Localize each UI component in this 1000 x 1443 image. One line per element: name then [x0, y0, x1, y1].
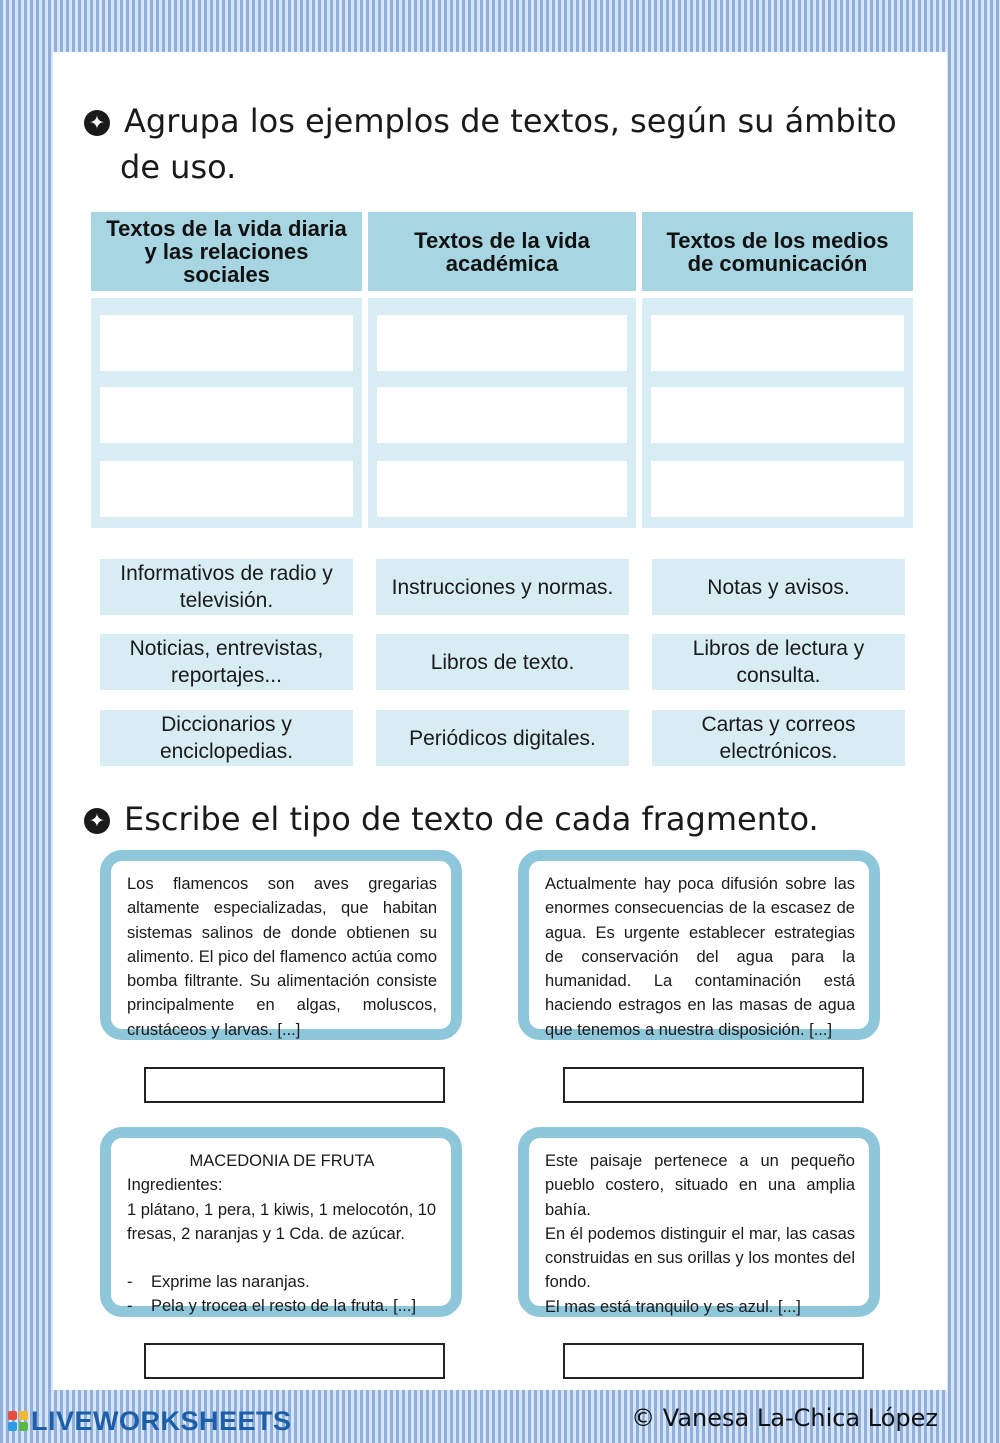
- recipe-step: - Exprime las naranjas.: [127, 1273, 310, 1292]
- recipe-ingredients: 1 plátano, 1 pera, 1 kiwis, 1 melocotón, 10 fresas, 2 naranjas y 1 Cda. de azúcar.: [127, 1200, 437, 1243]
- instruction-line-1: Agrupa los ejemplos de textos, según su ámbito: [124, 102, 897, 140]
- header-daily-life: Textos de la vida diaria y las relaciones sociales: [91, 212, 362, 291]
- answer-input-2[interactable]: [563, 1067, 864, 1103]
- fragment-text: Actualmente hay poca difusión sobre las enormes consecuencias de la escasez de agua. Es urgente establecer estrategias de conservación del agua para la humanidad. La contaminación está haciendo estragos en las masas de agua que tenemos a nuestra disposición. [...]: [545, 875, 855, 1039]
- drop-slot[interactable]: [377, 315, 627, 371]
- fragment-agua: [518, 850, 880, 1040]
- star-bullet-icon: ✦: [84, 808, 110, 834]
- liveworksheets-brand: [8, 1404, 292, 1438]
- answer-input-3[interactable]: [144, 1343, 445, 1379]
- option-chip[interactable]: Instrucciones y normas.: [376, 559, 629, 615]
- instruction-write-type: [84, 796, 819, 842]
- brand-name: LIVEWORKSHEETS: [31, 1405, 292, 1436]
- header-academic: Textos de la vida académica: [368, 212, 636, 291]
- drop-column-daily-life: [91, 298, 362, 528]
- drop-slot[interactable]: [651, 461, 904, 517]
- drop-slot[interactable]: [377, 387, 627, 443]
- star-bullet-icon: ✦: [84, 110, 110, 136]
- drop-column-academic: [368, 298, 636, 528]
- drop-slot[interactable]: [377, 461, 627, 517]
- drop-slot[interactable]: [100, 315, 353, 371]
- drop-slot[interactable]: [100, 461, 353, 517]
- instruction-text: Escribe el tipo de texto de cada fragmento.: [124, 800, 819, 838]
- answer-input-1[interactable]: [144, 1067, 445, 1103]
- drop-column-media: [642, 298, 913, 528]
- liveworksheets-logo-icon: [8, 1411, 28, 1431]
- recipe-step: - Pela y trocea el resto de la fruta. [...]: [127, 1297, 417, 1316]
- fragment-landscape: [518, 1127, 880, 1317]
- option-chip[interactable]: Libros de lectura y consulta.: [652, 634, 905, 690]
- option-chip[interactable]: Noticias, entrevistas, reportajes...: [100, 634, 353, 690]
- recipe-spacer: [127, 1246, 437, 1270]
- fragment-paragraph: El mas está tranquilo y es azul. [...]: [545, 1297, 801, 1316]
- option-chip[interactable]: Diccionarios y enciclopedias.: [100, 710, 353, 766]
- fragment-recipe: [100, 1127, 462, 1317]
- option-chip[interactable]: Informativos de radio y televisión.: [100, 559, 353, 615]
- option-chip[interactable]: Periódicos digitales.: [376, 710, 629, 766]
- fragment-paragraph: Este paisaje pertenece a un pequeño pueblo costero, situado en una amplia bahía.: [545, 1152, 855, 1219]
- recipe-title: MACEDONIA DE FRUTA: [189, 1152, 375, 1170]
- drop-slot[interactable]: [100, 387, 353, 443]
- fragment-paragraph: En él podemos distinguir el mar, las casas construidas en sus orillas y los montes del fondo.: [545, 1224, 855, 1292]
- option-chip[interactable]: Libros de texto.: [376, 634, 629, 690]
- drop-slot[interactable]: [651, 315, 904, 371]
- header-media: Textos de los medios de comunicación: [642, 212, 913, 291]
- option-chip[interactable]: Cartas y correos electrónicos.: [652, 710, 905, 766]
- drop-slot[interactable]: [651, 387, 904, 443]
- instruction-group-texts: [84, 98, 897, 190]
- instruction-line-2: de uso.: [120, 148, 237, 186]
- fragment-text: Los flamencos son aves gregarias altamente especializadas, que habitan sistemas salinos de donde obtienen su alimento. El pico del flamenco actúa como bomba filtrante. Su alimentación consiste principalmente en algas, moluscos, crustáceos y larvas. [...]: [127, 875, 437, 1039]
- answer-input-4[interactable]: [563, 1343, 864, 1379]
- fragment-flamencos: [100, 850, 462, 1040]
- author-credit: © Vanesa La-Chica López: [631, 1404, 938, 1432]
- option-chip[interactable]: Notas y avisos.: [652, 559, 905, 615]
- recipe-ingredients-label: Ingredientes:: [127, 1176, 223, 1195]
